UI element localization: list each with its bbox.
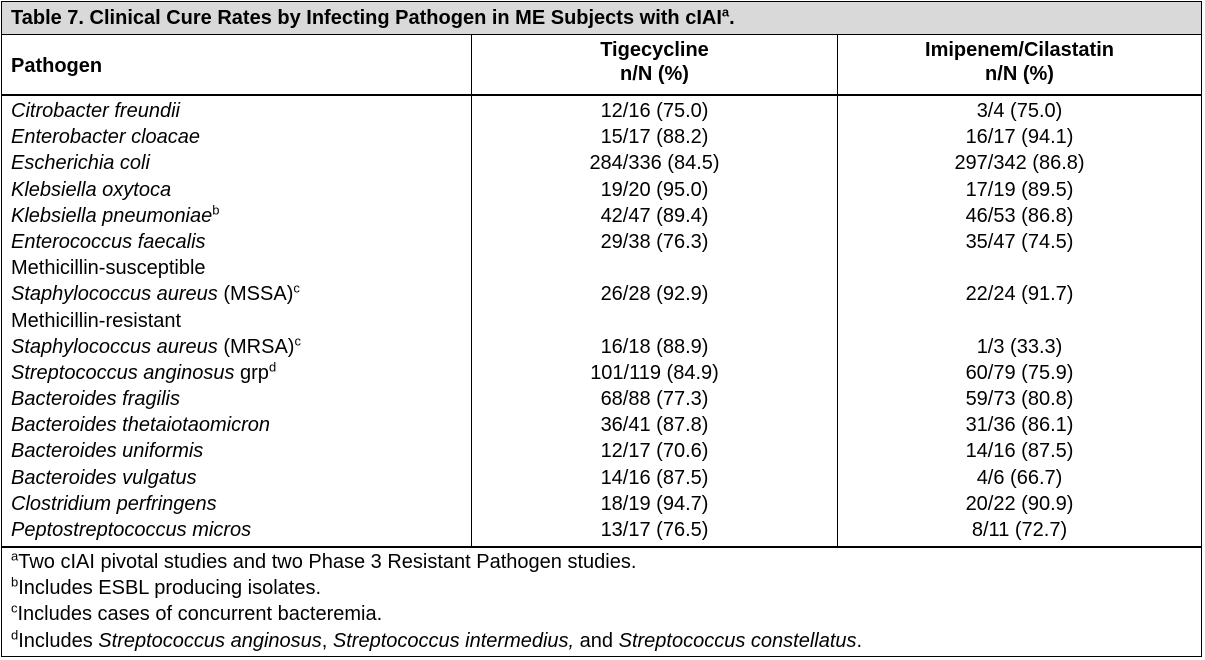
pathogen-cell: [11, 150, 471, 176]
tigecycline-value: 19/20 (95.0): [600, 178, 709, 201]
header-tigecycline-name: Tigecycline: [600, 39, 709, 61]
table-body: [2, 96, 1201, 548]
imipenem-value: 4/6 (66.7): [976, 466, 1063, 489]
pathogen-cell: [11, 360, 471, 386]
pathogen-name-line: [11, 98, 471, 124]
pathogen-cell: [11, 438, 471, 464]
pathogen-name-line: [11, 386, 471, 412]
pathogen-name: Clostridium perfringens: [11, 492, 217, 515]
pathogen-name-line: [11, 334, 471, 360]
pathogen-name: Klebsiella pneumoniae: [11, 204, 213, 227]
header-tigecycline-unit: n/N (%): [620, 63, 689, 85]
imipenem-value: 60/79 (75.9): [965, 361, 1074, 384]
imipenem-value: 22/24 (91.7): [965, 283, 1074, 306]
pathogen-column: [2, 96, 472, 546]
tigecycline-value: 18/19 (94.7): [600, 492, 709, 515]
pathogen-cell: [11, 412, 471, 438]
imipenem-value: 17/19 (89.5): [965, 178, 1074, 201]
footnotes: [2, 548, 1201, 654]
footnote-text: Includes: [18, 629, 99, 652]
imipenem-value: 3/4 (75.0): [976, 100, 1063, 122]
pathogen-name-line: [11, 491, 471, 517]
pathogen-qualifier: Methicillin-resistant: [11, 309, 182, 332]
pathogen-name: Bacteroides vulgatus: [11, 466, 197, 489]
imipenem-value: 14/16 (87.5): [965, 440, 1074, 463]
clinical-cure-table: [1, 1, 1202, 657]
pathogen-name: Streptococcus anginosus: [11, 361, 235, 384]
footnote-species: Streptococcus constellatus: [618, 629, 857, 652]
pathogen-cell: [11, 203, 471, 229]
pathogen-name-line: [11, 150, 471, 176]
pathogen-cell: [11, 308, 471, 360]
pathogen-name-line: [11, 177, 471, 203]
table-header-row: [2, 35, 1201, 96]
pathogen-suffix: (MSSA): [217, 283, 294, 306]
table-title-text: Table 7. Clinical Cure Rates by Infecting Pathogen in ME Subjects with cIAI: [11, 7, 722, 29]
header-tigecycline: [472, 35, 838, 94]
pathogen-name: Enterobacter cloacae: [11, 126, 201, 149]
table-title: [2, 2, 1201, 35]
imipenem-value: 20/22 (90.9): [965, 492, 1074, 515]
pathogen-name: Bacteroides uniformis: [11, 440, 204, 463]
footnote-mark: b: [11, 574, 19, 590]
pathogen-qualifier: Methicillin-susceptible: [11, 257, 206, 280]
imipenem-value: 8/11 (72.7): [971, 519, 1068, 541]
pathogen-cell: [11, 386, 471, 412]
pathogen-name-line: [11, 517, 471, 543]
pathogen-name-line: [11, 124, 471, 150]
footnote-mark: a: [11, 548, 19, 564]
pathogen-name: Staphylococcus aureus: [11, 283, 218, 306]
footnote-mark: d: [11, 626, 19, 642]
footnote-text: and: [574, 629, 619, 652]
pathogen-name: Staphylococcus aureus: [11, 335, 218, 358]
header-pathogen: [2, 35, 472, 94]
tigecycline-value: 12/16 (75.0): [600, 100, 709, 122]
tigecycline-value: 284/336 (84.5): [589, 152, 720, 175]
footnote-text: Two cIAI pivotal studies and two Phase 3 Resistant Pathogen studies.: [18, 551, 637, 573]
header-imipenem: [838, 35, 1201, 94]
pathogen-name: Citrobacter freundii: [11, 100, 180, 122]
footnote-c: [11, 601, 1201, 627]
pathogen-name-line: [11, 438, 471, 464]
tigecycline-value: 42/47 (89.4): [600, 204, 709, 227]
pathogen-footnote-mark: c: [294, 332, 301, 348]
tigecycline-value: 101/119 (84.9): [590, 361, 719, 384]
pathogen-cell: [11, 255, 471, 307]
pathogen-suffix: (MRSA): [217, 335, 295, 358]
imipenem-value: 46/53 (86.8): [965, 204, 1074, 227]
pathogen-cell: [11, 124, 471, 150]
title-end: .: [729, 7, 735, 29]
tigecycline-value: 15/17 (88.2): [600, 126, 709, 149]
pathogen-cell: [11, 491, 471, 517]
pathogen-footnote-mark: c: [293, 280, 300, 296]
pathogen-name: Klebsiella oxytoca: [11, 178, 172, 201]
title-footnote-mark: a: [721, 4, 730, 20]
footnote-b: [11, 575, 1201, 601]
tigecycline-value: 68/88 (77.3): [600, 388, 709, 411]
pathogen-cell: [11, 177, 471, 203]
footnote-text: Includes ESBL producing isolates.: [18, 577, 322, 600]
footnote-text: Includes cases of concurrent bacteremia.: [17, 603, 383, 626]
imipenem-value: 59/73 (80.8): [965, 388, 1074, 411]
pathogen-name-line: [11, 203, 471, 229]
footnote-mark: c: [11, 600, 18, 616]
footnote-text: .: [856, 629, 863, 652]
imipenem-value: 16/17 (94.1): [965, 126, 1074, 149]
footnote-text: ,: [321, 629, 333, 652]
imipenem-column: [838, 96, 1201, 546]
tigecycline-value: 14/16 (87.5): [600, 466, 709, 489]
pathogen-footnote-mark: d: [268, 359, 277, 375]
pathogen-cell: [11, 465, 471, 491]
pathogen-cell: [11, 229, 471, 255]
footnote-d: [11, 628, 1201, 654]
pathogen-name: Escherichia coli: [11, 152, 150, 175]
pathogen-cell: [11, 517, 471, 543]
tigecycline-value: 26/28 (92.9): [600, 283, 709, 306]
header-pathogen-label: Pathogen: [11, 55, 103, 77]
header-imipenem-name: Imipenem/Cilastatin: [925, 39, 1114, 61]
footnote-a: [11, 549, 1201, 575]
imipenem-value: 35/47 (74.5): [965, 230, 1074, 253]
pathogen-name: Peptostreptococcus micros: [11, 519, 252, 542]
pathogen-name: Bacteroides fragilis: [11, 388, 180, 411]
tigecycline-value: 13/17 (76.5): [600, 519, 709, 541]
pathogen-name-line: [11, 281, 471, 307]
imipenem-value: 297/342 (86.8): [954, 152, 1085, 175]
imipenem-value: 31/36 (86.1): [965, 414, 1074, 437]
tigecycline-value: 12/17 (70.6): [600, 440, 709, 463]
footnote-species: Streptococcus intermedius,: [332, 629, 575, 652]
pathogen-name-line: [11, 412, 471, 438]
pathogen-name-line: [11, 360, 471, 386]
pathogen-name: Enterococcus faecalis: [11, 230, 206, 253]
pathogen-name-line: [11, 465, 471, 491]
tigecycline-value: 29/38 (76.3): [600, 230, 709, 253]
tigecycline-column: [472, 96, 838, 546]
pathogen-footnote-mark: b: [212, 202, 220, 218]
pathogen-cell: [11, 98, 471, 124]
footnote-species: Streptococcus anginosus: [98, 629, 322, 652]
pathogen-suffix: grp: [234, 361, 269, 384]
imipenem-value: 1/3 (33.3): [976, 335, 1063, 358]
pathogen-name: Bacteroides thetaiotaomicron: [11, 414, 271, 437]
header-imipenem-unit: n/N (%): [985, 63, 1054, 85]
pathogen-name-line: [11, 229, 471, 255]
tigecycline-value: 16/18 (88.9): [600, 335, 709, 358]
tigecycline-value: 36/41 (87.8): [600, 414, 709, 437]
